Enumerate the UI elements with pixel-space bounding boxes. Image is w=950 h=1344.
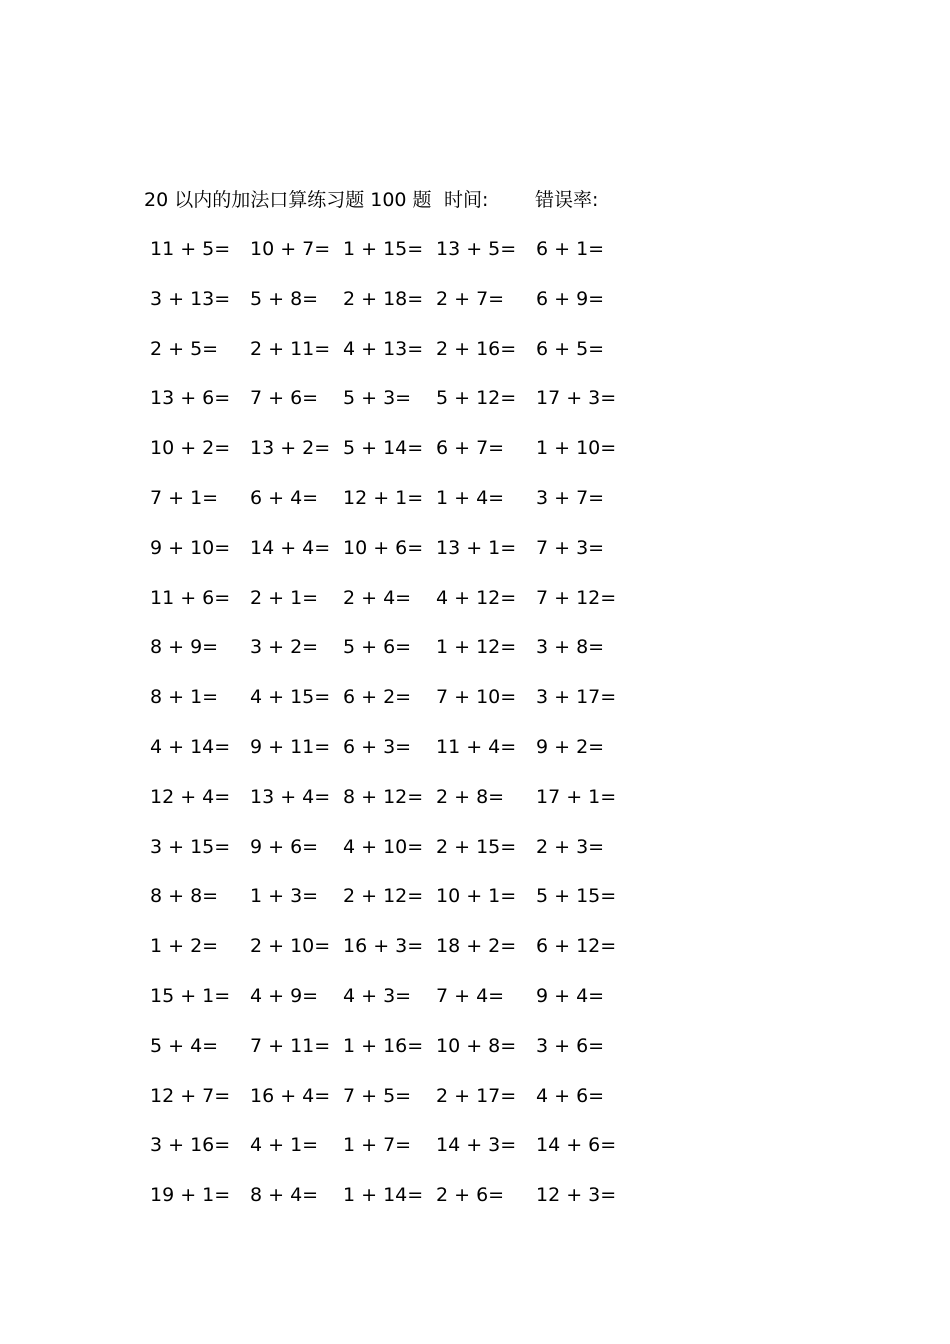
addition-problem: 10 + 7= (250, 238, 331, 260)
addition-problem: 3 + 17= (536, 686, 617, 709)
addition-problem: 18 + 2= (436, 935, 517, 958)
addition-problem: 12 + 3= (536, 1184, 617, 1207)
addition-problem: 7 + 10= (436, 686, 517, 709)
addition-problem: 13 + 4= (250, 785, 331, 808)
addition-problem: 8 + 9= (150, 636, 219, 659)
addition-problem: 3 + 8= (536, 636, 605, 659)
addition-problem: 13 + 1= (436, 536, 517, 559)
addition-problem: 7 + 4= (436, 984, 505, 1007)
addition-problem: 4 + 3= (343, 984, 412, 1007)
addition-problem: 4 + 1= (250, 1134, 319, 1157)
problem-row (144, 1081, 634, 1131)
problem-row (144, 1130, 634, 1180)
worksheet-title: 20 以内的加法口算练习题 100 题 (144, 189, 432, 211)
addition-problem: 12 + 4= (150, 785, 231, 808)
addition-problem: 5 + 15= (536, 885, 617, 908)
problem-row (144, 1031, 634, 1081)
addition-problem: 5 + 8= (250, 287, 319, 310)
problem-row (144, 334, 634, 384)
problem-row (144, 533, 634, 583)
addition-problem: 13 + 5= (436, 238, 517, 260)
addition-problem: 12 + 1= (343, 486, 424, 509)
addition-problem: 2 + 12= (343, 885, 424, 908)
problem-row (144, 383, 634, 433)
addition-problem: 4 + 9= (250, 984, 319, 1007)
addition-problem: 4 + 14= (150, 735, 231, 758)
addition-problem: 5 + 14= (343, 437, 424, 460)
addition-problem: 14 + 4= (250, 536, 331, 559)
addition-problem: 6 + 2= (343, 686, 412, 709)
addition-problem: 6 + 7= (436, 437, 505, 460)
addition-problem: 3 + 6= (536, 1034, 605, 1057)
addition-problem: 14 + 6= (536, 1134, 617, 1157)
addition-problem: 1 + 3= (250, 885, 319, 908)
addition-problem: 1 + 2= (150, 935, 219, 958)
addition-problem: 7 + 12= (536, 586, 617, 609)
addition-problem: 8 + 1= (150, 686, 219, 709)
addition-problem: 5 + 3= (343, 387, 412, 410)
addition-problem: 3 + 7= (536, 486, 605, 509)
addition-problem: 9 + 2= (536, 735, 605, 758)
addition-problem: 14 + 3= (436, 1134, 517, 1157)
addition-problem: 17 + 1= (536, 785, 617, 808)
problem-row (144, 782, 634, 832)
addition-problem: 10 + 2= (150, 437, 231, 460)
addition-problem: 5 + 12= (436, 387, 517, 410)
addition-problem: 3 + 2= (250, 636, 319, 659)
addition-problem: 2 + 3= (536, 835, 605, 858)
problem-grid (144, 234, 634, 1230)
error-rate-label: 错误率: (535, 189, 599, 211)
addition-problem: 4 + 10= (343, 835, 424, 858)
addition-problem: 11 + 6= (150, 586, 231, 609)
addition-problem: 6 + 5= (536, 337, 605, 360)
problem-row (144, 881, 634, 931)
problem-row (144, 682, 634, 732)
addition-problem: 2 + 4= (343, 586, 412, 609)
addition-problem: 4 + 6= (536, 1084, 605, 1107)
addition-problem: 1 + 16= (343, 1034, 424, 1057)
addition-problem: 8 + 12= (343, 785, 424, 808)
addition-problem: 5 + 6= (343, 636, 412, 659)
addition-problem: 9 + 10= (150, 536, 231, 559)
addition-problem: 2 + 7= (436, 287, 505, 310)
addition-problem: 1 + 15= (343, 238, 424, 260)
addition-problem: 3 + 16= (150, 1134, 231, 1157)
addition-problem: 4 + 12= (436, 586, 517, 609)
addition-problem: 11 + 4= (436, 735, 517, 758)
addition-problem: 2 + 18= (343, 287, 424, 310)
addition-problem: 3 + 15= (150, 835, 231, 858)
addition-problem: 7 + 5= (343, 1084, 412, 1107)
addition-problem: 19 + 1= (150, 1184, 231, 1207)
addition-problem: 2 + 17= (436, 1084, 517, 1107)
addition-problem: 2 + 11= (250, 337, 331, 360)
problem-row (144, 483, 634, 533)
addition-problem: 6 + 1= (536, 238, 605, 260)
problem-row (144, 931, 634, 981)
addition-problem: 12 + 7= (150, 1084, 231, 1107)
time-label: 时间: (444, 189, 489, 211)
addition-problem: 15 + 1= (150, 984, 231, 1007)
problem-row (144, 284, 634, 334)
problem-row (144, 583, 634, 633)
addition-problem: 7 + 3= (536, 536, 605, 559)
addition-problem: 7 + 11= (250, 1034, 331, 1057)
problem-row (144, 832, 634, 882)
addition-problem: 7 + 6= (250, 387, 319, 410)
addition-problem: 4 + 15= (250, 686, 331, 709)
addition-problem: 3 + 13= (150, 287, 231, 310)
addition-problem: 13 + 6= (150, 387, 231, 410)
addition-problem: 9 + 6= (250, 835, 319, 858)
addition-problem: 6 + 12= (536, 935, 617, 958)
addition-problem: 17 + 3= (536, 387, 617, 410)
addition-problem: 1 + 12= (436, 636, 517, 659)
addition-problem: 8 + 4= (250, 1184, 319, 1207)
addition-problem: 1 + 14= (343, 1184, 424, 1207)
addition-problem: 9 + 11= (250, 735, 331, 758)
problem-row (144, 1180, 634, 1230)
addition-problem: 10 + 1= (436, 885, 517, 908)
addition-problem: 1 + 7= (343, 1134, 412, 1157)
addition-problem: 2 + 1= (250, 586, 319, 609)
addition-problem: 16 + 3= (343, 935, 424, 958)
addition-problem: 10 + 8= (436, 1034, 517, 1057)
addition-problem: 8 + 8= (150, 885, 219, 908)
problem-row (144, 732, 634, 782)
addition-problem: 13 + 2= (250, 437, 331, 460)
problem-row (144, 981, 634, 1031)
addition-problem: 2 + 5= (150, 337, 219, 360)
addition-problem: 1 + 10= (536, 437, 617, 460)
addition-problem: 1 + 4= (436, 486, 505, 509)
addition-problem: 6 + 9= (536, 287, 605, 310)
problem-row (144, 433, 634, 483)
addition-problem: 6 + 4= (250, 486, 319, 509)
addition-problem: 6 + 3= (343, 735, 412, 758)
addition-problem: 4 + 13= (343, 337, 424, 360)
addition-problem: 10 + 6= (343, 536, 424, 559)
addition-problem: 11 + 5= (150, 238, 231, 260)
problem-row (144, 234, 634, 284)
addition-problem: 2 + 8= (436, 785, 505, 808)
addition-problem: 16 + 4= (250, 1084, 331, 1107)
addition-problem: 2 + 10= (250, 935, 331, 958)
addition-problem: 9 + 4= (536, 984, 605, 1007)
addition-problem: 5 + 4= (150, 1034, 219, 1057)
problem-row (144, 632, 634, 682)
addition-problem: 2 + 6= (436, 1184, 505, 1207)
addition-problem: 2 + 15= (436, 835, 517, 858)
addition-problem: 2 + 16= (436, 337, 517, 360)
addition-problem: 7 + 1= (150, 486, 219, 509)
